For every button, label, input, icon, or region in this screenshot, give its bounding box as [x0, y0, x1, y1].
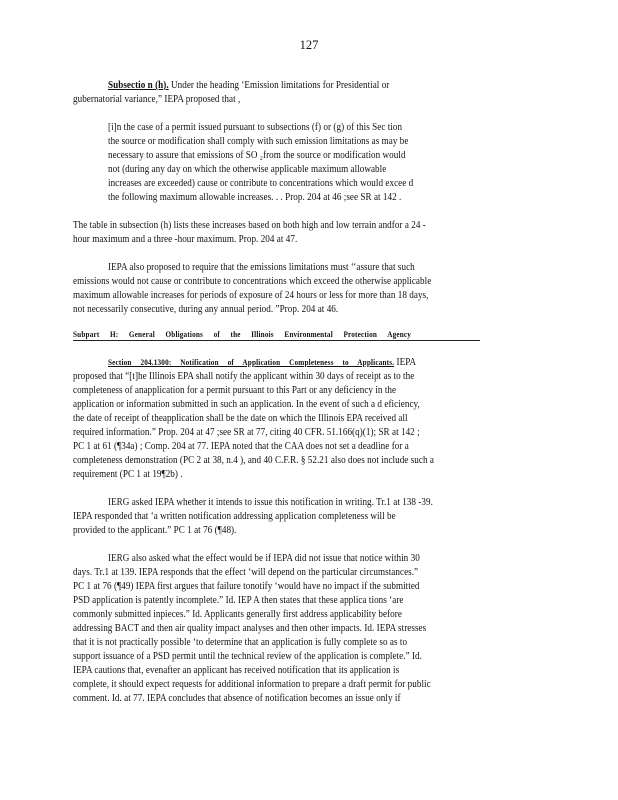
paragraph-line: PC 1 at 61 (¶34a) ; Comp. 204 at 77. IEPA noted that the CAA does not set a deadline for a	[73, 441, 409, 452]
paragraph-line: maximum allowable increases for periods of exposure of 24 hours or less for more than 18 days,	[73, 290, 429, 301]
paragraph-line: PC 1 at 76 (¶49) IEPA first argues that failure tonotify ‘would have no impact if the submitted	[73, 581, 420, 592]
paragraph-text: IEPA	[394, 357, 417, 368]
paragraph-line: IERG asked IEPA whether it intends to issue this notification in writing. Tr.1 at 138 -39.	[108, 497, 433, 508]
paragraph-line: complete, it should expect requests for additional information to prepare a draft permit for public	[73, 679, 431, 690]
quote-line: not (during any day on which the otherwise applicable maximum allowable	[108, 164, 387, 175]
paragraph-line: proposed that “[t]he Illinois EPA shall notify the applicant within 30 days of receipt as to the	[73, 371, 415, 382]
subpart-heading: Subpart H: General Obligations of the Illinois Environmental Protection Agency	[73, 330, 412, 339]
paragraph-line: that it is not practically possible ‘to determine that an application is fully complete so as to	[73, 637, 408, 648]
paragraph-line: the date of receipt of theapplication shall be the date on which the Illinois EPA received all	[73, 413, 408, 424]
paragraph-line: not necessarily consecutive, during any annual period. ”Prop. 204 at 46.	[73, 304, 339, 315]
quote-line: the source or modification shall comply with such emission limitations as may be	[108, 136, 409, 147]
paragraph-line: IEPA responded that ‘a written notification addressing application completeness will be	[73, 511, 396, 522]
paragraph-text: Under the heading ‘Emission limitations for Presidential or	[168, 80, 390, 91]
paragraph-line: requirement (PC 1 at 19¶2b) .	[73, 469, 183, 480]
paragraph-line: application or information submitted in such an application. In the event of such a d eficiency,	[73, 399, 420, 410]
paragraph-line: gubernatorial variance,” IEPA proposed that ,	[73, 94, 241, 105]
page-number: 127	[299, 38, 319, 52]
paragraph-line: support issuance of a PSD permit until the technical review of the application is complete.” Id.	[73, 651, 422, 662]
paragraph-line: comment. Id. at 77. IEPA concludes that absence of notification becomes an issue only if	[73, 693, 401, 704]
quote-line: [i]n the case of a permit issued pursuant to subsections (f) or (g) of this Sec tion	[108, 122, 403, 133]
paragraph-line: emissions would not cause or contribute to concentrations which exceed the otherwise applicable	[73, 276, 432, 287]
paragraph-line: required information.” Prop. 204 at 47 ;see SR at 77, citing 40 CFR. 51.166(q)(1); SR at 142 ;	[73, 427, 420, 438]
heading-underline	[73, 340, 480, 341]
paragraph-line: IEPA also proposed to require that the emissions limitations must ‘‘assure that such	[108, 262, 415, 273]
paragraph-line: commonly submitted inpieces.” Id. Applicants generally first address applicability before	[73, 609, 402, 620]
section-heading: Subsectio n (h).	[108, 80, 169, 91]
paragraph-line	[108, 357, 416, 369]
paragraph-line: IEPA cautions that, evenafter an applicant has received notification that its application is	[73, 665, 400, 676]
section-heading: Section 204.1300: Notification of Application Completeness to Applicants.	[108, 358, 395, 367]
quote-line: increases are exceeded) cause or contribute to concentrations which would excee d	[108, 178, 414, 189]
paragraph-line: provided to the applicant.” PC 1 at 76 (¶48).	[73, 525, 237, 536]
paragraph-line: The table in subsection (h) lists these increases based on both high and low terrain andfor a 24 -	[73, 220, 426, 231]
quote-line: the following maximum allowable increases. . . Prop. 204 at 46 ;see SR at 142 .	[108, 192, 402, 203]
paragraph-line: completeness of anapplication for a permit pursuant to this Part or any deficiency in the	[73, 385, 397, 396]
paragraph-line: IERG also asked what the effect would be if IEPA did not issue that notice within 30	[108, 553, 420, 564]
paragraph-line: PSD application is patently incomplete.” Id. IEP A then states that these applica tions ‘are	[73, 595, 404, 606]
paragraph-line: addressing BACT and then air quality impact analyses and then other impacts. Id. IEPA stresses	[73, 623, 427, 634]
quote-line: necessary to assure that emissions of SO ₂from the source or modification would	[108, 150, 406, 161]
paragraph-line: days. Tr.1 at 139. IEPA responds that the effect ‘will depend on the particular circumstances.”	[73, 567, 419, 578]
paragraph-line	[108, 80, 389, 92]
paragraph-line: hour maximum and a three -hour maximum. Prop. 204 at 47.	[73, 234, 298, 245]
paragraph-line: completeness demonstration (PC 2 at 38, n.4 ), and 40 C.F.R. § 52.21 also does not include such a	[73, 455, 434, 466]
